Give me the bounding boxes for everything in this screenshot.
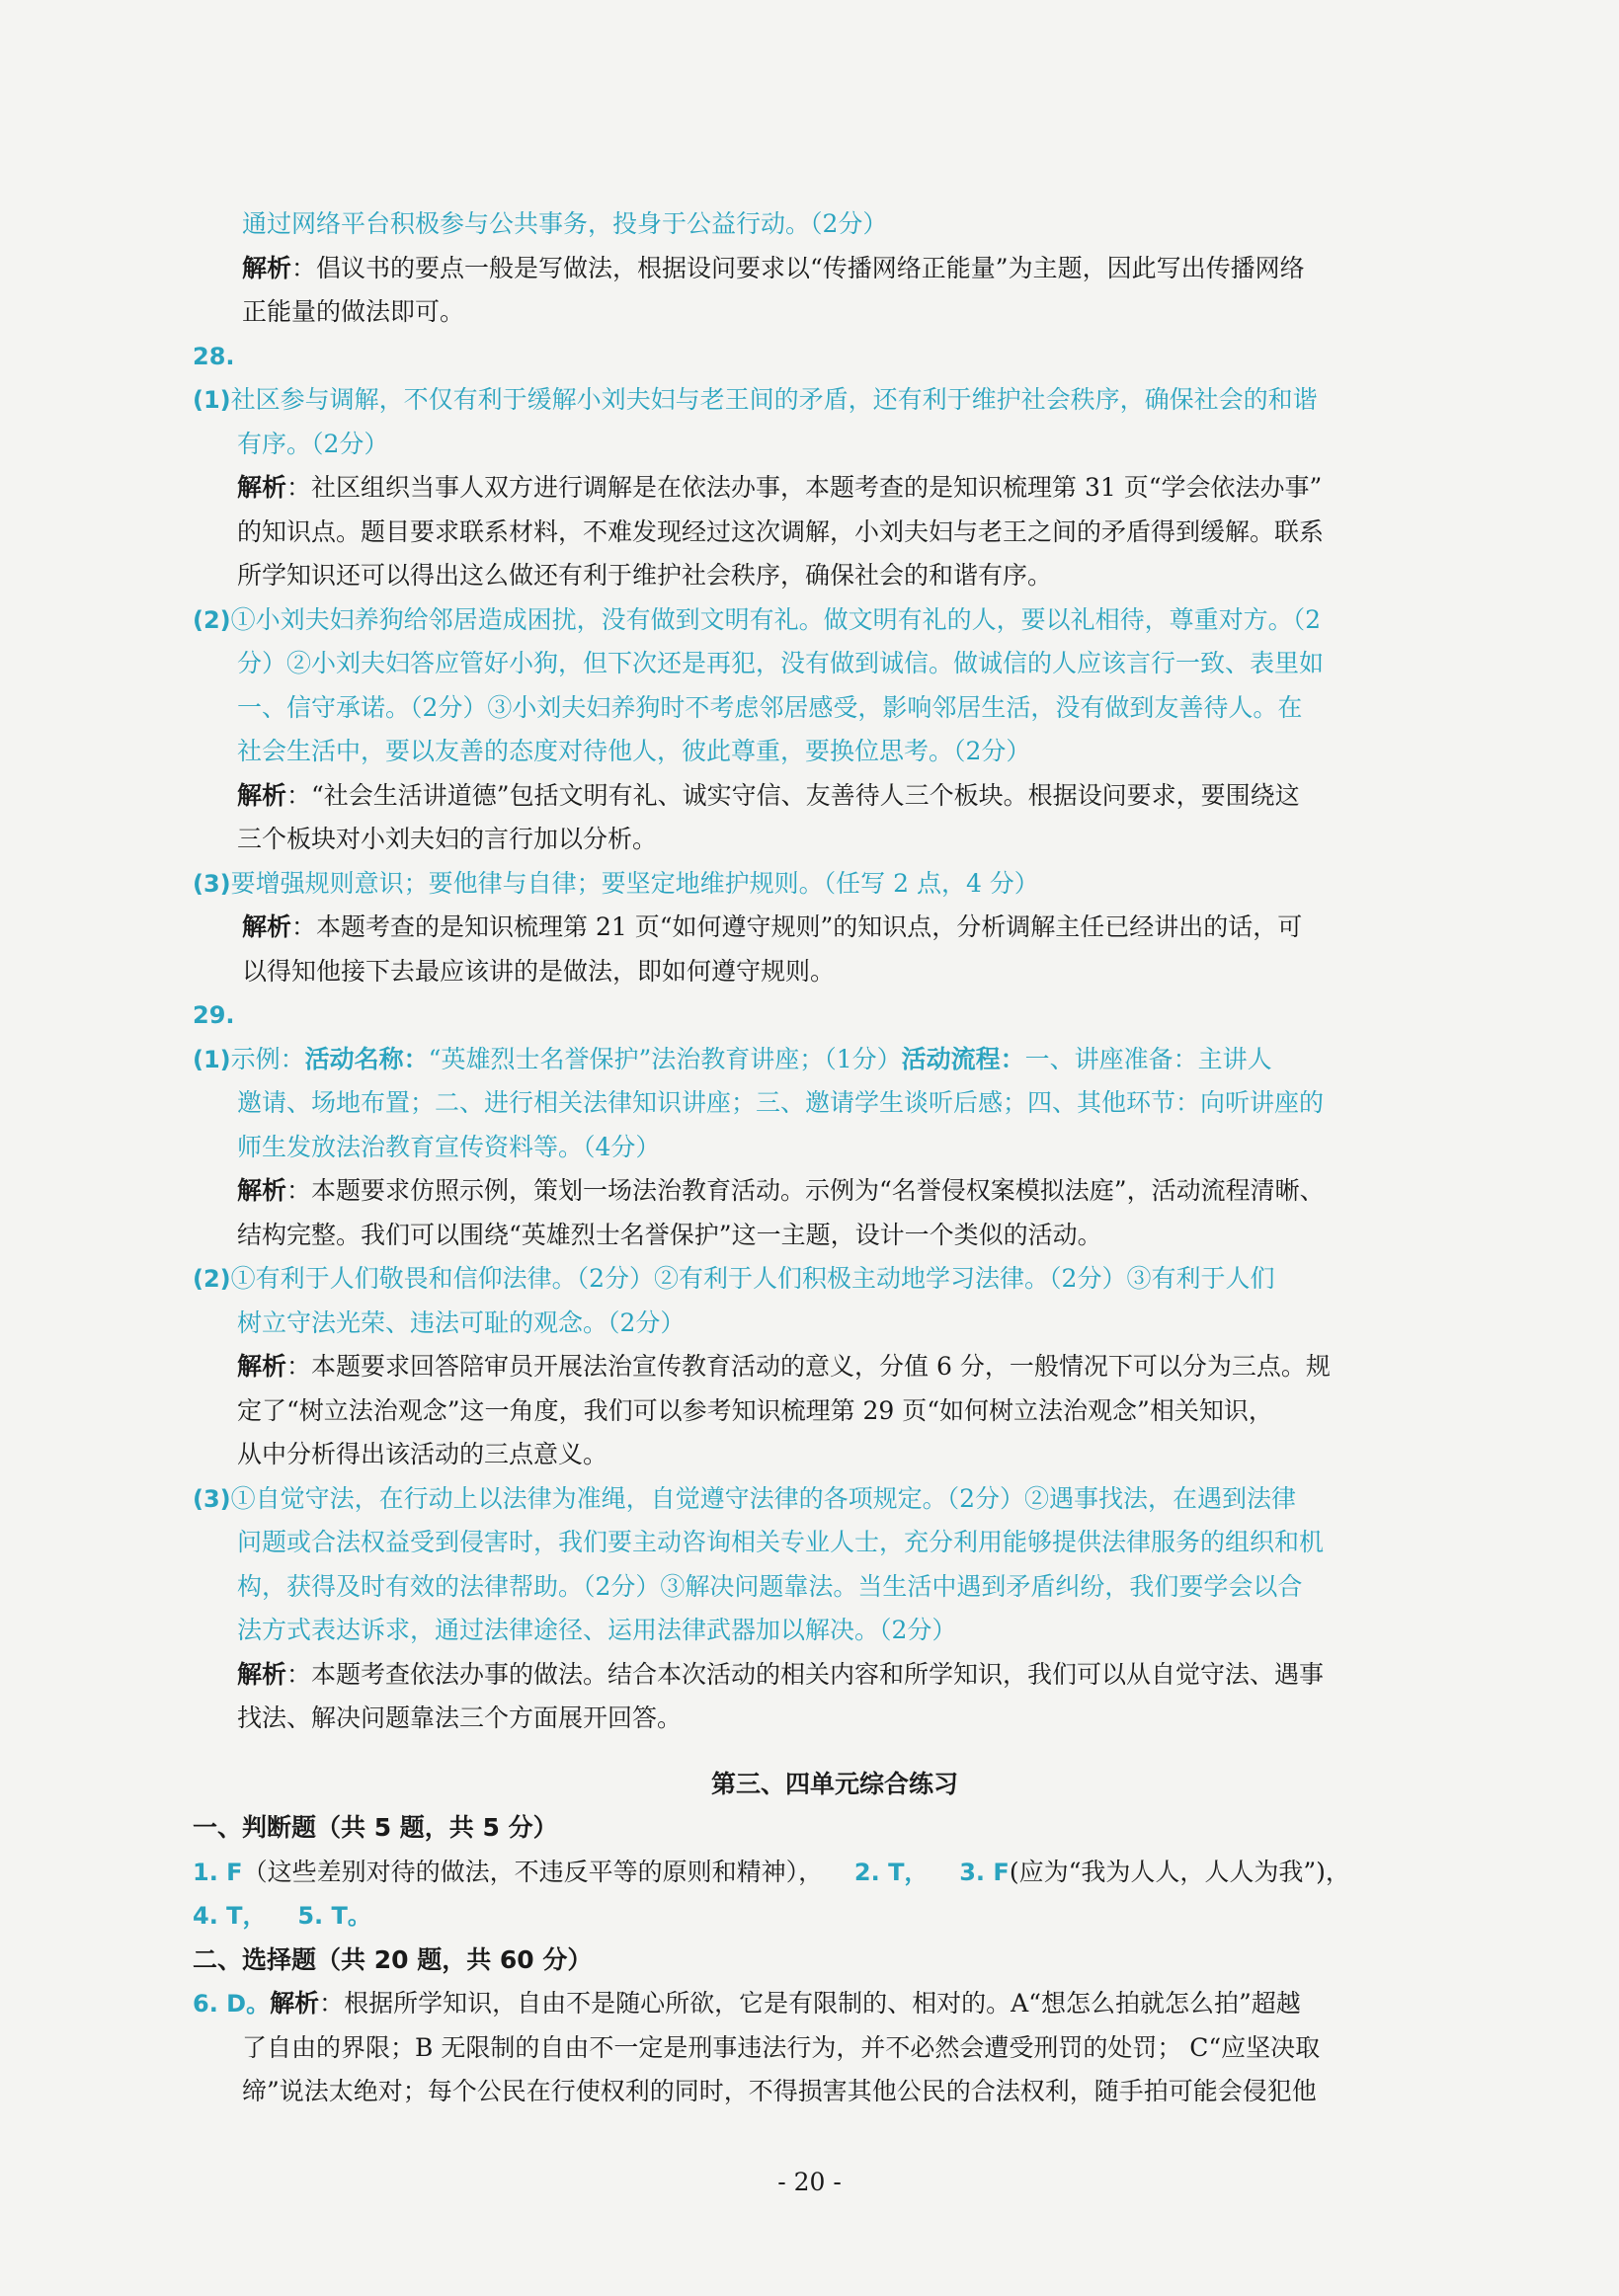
q29-part2-answer-line2: 树立守法光荣、违法可耻的观念。（2分） [237,1307,686,1337]
q28-part1-analysis: 解析：社区组织当事人双方进行调解是在依法办事，本题考查的是知识梳理第 31 页“学会依法办事” [237,473,1323,502]
q29-part2-analysis-line3: 从中分析得出该活动的三点意义。 [237,1440,608,1468]
q28-part2-answer: (2)①小刘夫妇养狗给邻居造成困扰，没有做到文明有礼。做文明有礼的人，要以礼相待，尊重对方。（2 [193,604,1322,634]
q29-part3-answer-line2: 问题或合法权益受到侵害时，我们要主动咨询相关专业人士，充分利用能够提供法律服务的组织和机 [237,1528,1325,1556]
section-title: 第三、四单元综合练习 [710,1769,958,1798]
q6-answer: 6. D。解析：根据所学知识，自由不是随心所欲，它是有限制的、相对的。A“想怎么拍就怎么拍”超越 [193,1989,1301,2018]
q27-answer-continued: 通过网络平台积极参与公共事务，投身于公益行动。（2分） [242,209,888,238]
analysis-label: 解析 [237,1659,287,1689]
part-heading-true-false: 一、判断题（共 5 题，共 5 分） [193,1813,558,1842]
q29-part3-analysis-line2: 找法、解决问题靠法三个方面展开回答。 [237,1703,683,1732]
q6-analysis-line2: 了自由的界限；B 无限制的自由不一定是刑事违法行为，并不必然会遭受刑罚的处罚； C“应坚决取 [242,2032,1321,2062]
q28-part1-analysis-line2: 的知识点。题目要求联系材料，不难发现经过这次调解，小刘夫妇与老王之间的矛盾得到缓解。联系 [237,516,1325,546]
activity-name-label: 活动名称： [304,1044,429,1073]
q29-part1-answer-line3: 师生发放法治教育宣传资料等。（4分） [237,1132,661,1161]
part-number: (1) [193,1045,231,1073]
analysis-label: 解析 [270,1989,320,2018]
part-number: (3) [193,1484,231,1513]
q27-analysis: 解析：倡议书的要点一般是写做法，根据设问要求以“传播网络正能量”为主题，因此写出传播网络 [242,253,1305,282]
q29-part1-analysis-line2: 结构完整。我们可以围绕“英雄烈士名誉保护”这一主题，设计一个类似的活动。 [237,1220,1102,1249]
q29-part2-analysis-line2: 定了“树立法治观念”这一角度，我们可以参考知识梳理第 29 页“如何树立法治观念”相关知识， [237,1395,1273,1425]
q28-part2-answer-line3: 一、信守承诺。（2分）③小刘夫妇养狗时不考虑邻居感受，影响邻居生活，没有做到友善待人。在 [237,692,1303,722]
part-number: (3) [193,869,231,898]
q29-part3-answer-line4: 法方式表达诉求，通过法律途径、运用法律武器加以解决。（2分） [237,1616,957,1644]
q28-part2-analysis-line2: 三个板块对小刘夫妇的言行加以分析。 [237,825,658,853]
q28-part1-answer-line2: 有序。（2分） [237,429,389,458]
q29-part1-answer-line2: 邀请、场地布置；二、进行相关法律知识讲座；三、邀请学生谈听后感；四、其他环节：向听讲座的 [237,1088,1325,1117]
part-number: (2) [193,605,231,634]
q28-part1-analysis-line3: 所学知识还可以得出这么做还有利于维护社会秩序，确保社会的和谐有序。 [237,561,1053,590]
analysis-label: 解析 [237,780,287,810]
part-number: (2) [193,1265,231,1293]
q28-part2-answer-line4: 社会生活中，要以友善的态度对待他人，彼此尊重，要换位思考。（2分） [237,737,1031,765]
answer-content [193,202,1477,2114]
analysis-label: 解析 [237,473,287,502]
analysis-label: 解析 [242,912,292,941]
q29-part3-answer-line3: 构，获得及时有效的法律帮助。（2分）③解决问题靠法。当生活中遇到矛盾纠纷，我们要学会以合 [237,1571,1303,1601]
q28-part2-answer-line2: 分）②小刘夫妇答应管好小狗，但下次还是再犯，没有做到诚信。做诚信的人应该言行一致、表里如 [237,649,1325,677]
q28-part2-analysis: 解析：“社会生活讲道德”包括文明有礼、诚实守信、友善待人三个板块。根据设问要求，要围绕这 [237,780,1300,810]
q29-part1-answer: (1)示例：活动名称：“英雄烈士名誉保护”法治教育讲座；（1分）活动流程：一、讲座准备：主讲人 [193,1044,1272,1073]
activity-flow-label: 活动流程： [901,1044,1025,1073]
analysis-label: 解析 [237,1352,287,1381]
analysis-label: 解析 [242,253,292,282]
question-number-28: 28. [193,342,235,370]
q28-part3-analysis: 解析：本题考查的是知识梳理第 21 页“如何遵守规则”的知识点，分析调解主任已经讲出的话，可 [242,912,1303,941]
part-heading-multiple-choice: 二、选择题（共 20 题，共 60 分） [193,1944,593,1974]
q29-part2-analysis: 解析：本题要求回答陪审员开展法治宣传教育活动的意义，分值 6 分，一般情况下可以分为三点。规 [237,1352,1331,1381]
true-false-answers: 1. F（这些差别对待的做法，不违反平等的原则和精神）， 2. T， 3. F(应为“我为人人，人人为我”)， [193,1857,1350,1886]
q29-part2-answer: (2)①有利于人们敬畏和信仰法律。（2分）②有利于人们积极主动地学习法律。（2分）③有利于人们 [193,1264,1275,1293]
question-number-29: 29. [193,1001,235,1029]
true-false-answers-line2: 4. T， 5. T。 [193,1902,371,1930]
part-number: (1) [193,386,231,414]
analysis-label: 解析 [237,1176,287,1205]
q28-part1-answer: (1)社区参与调解，不仅有利于缓解小刘夫妇与老王间的矛盾，还有利于维护社会秩序，确保社会的和谐 [193,385,1318,414]
q29-part1-analysis: 解析：本题要求仿照示例，策划一场法治教育活动。示例为“名誉侵权案模拟法庭”，活动流程清晰、 [237,1176,1325,1205]
q28-part3-analysis-line2: 以得知他接下去最应该讲的是做法，即如何遵守规则。 [242,956,836,986]
page-number: - 20 - [777,2168,842,2196]
q29-part3-analysis: 解析：本题考查依法办事的做法。结合本次活动的相关内容和所学知识，我们可以从自觉守法、遇事 [237,1659,1325,1689]
q29-part3-answer: (3)①自觉守法，在行动上以法律为准绳，自觉遵守法律的各项规定。（2分）②遇事找法，在遇到法律 [193,1483,1297,1513]
q6-analysis-line3: 缔”说法太绝对；每个公民在行使权利的同时，不得损害其他公民的合法权利，随手拍可能会侵犯他 [242,2077,1317,2105]
q27-analysis-line2: 正能量的做法即可。 [242,297,465,326]
q28-part3-answer: (3)要增强规则意识；要他律与自律；要坚定地维护规则。（任写 2 点，4 分） [193,868,1039,898]
